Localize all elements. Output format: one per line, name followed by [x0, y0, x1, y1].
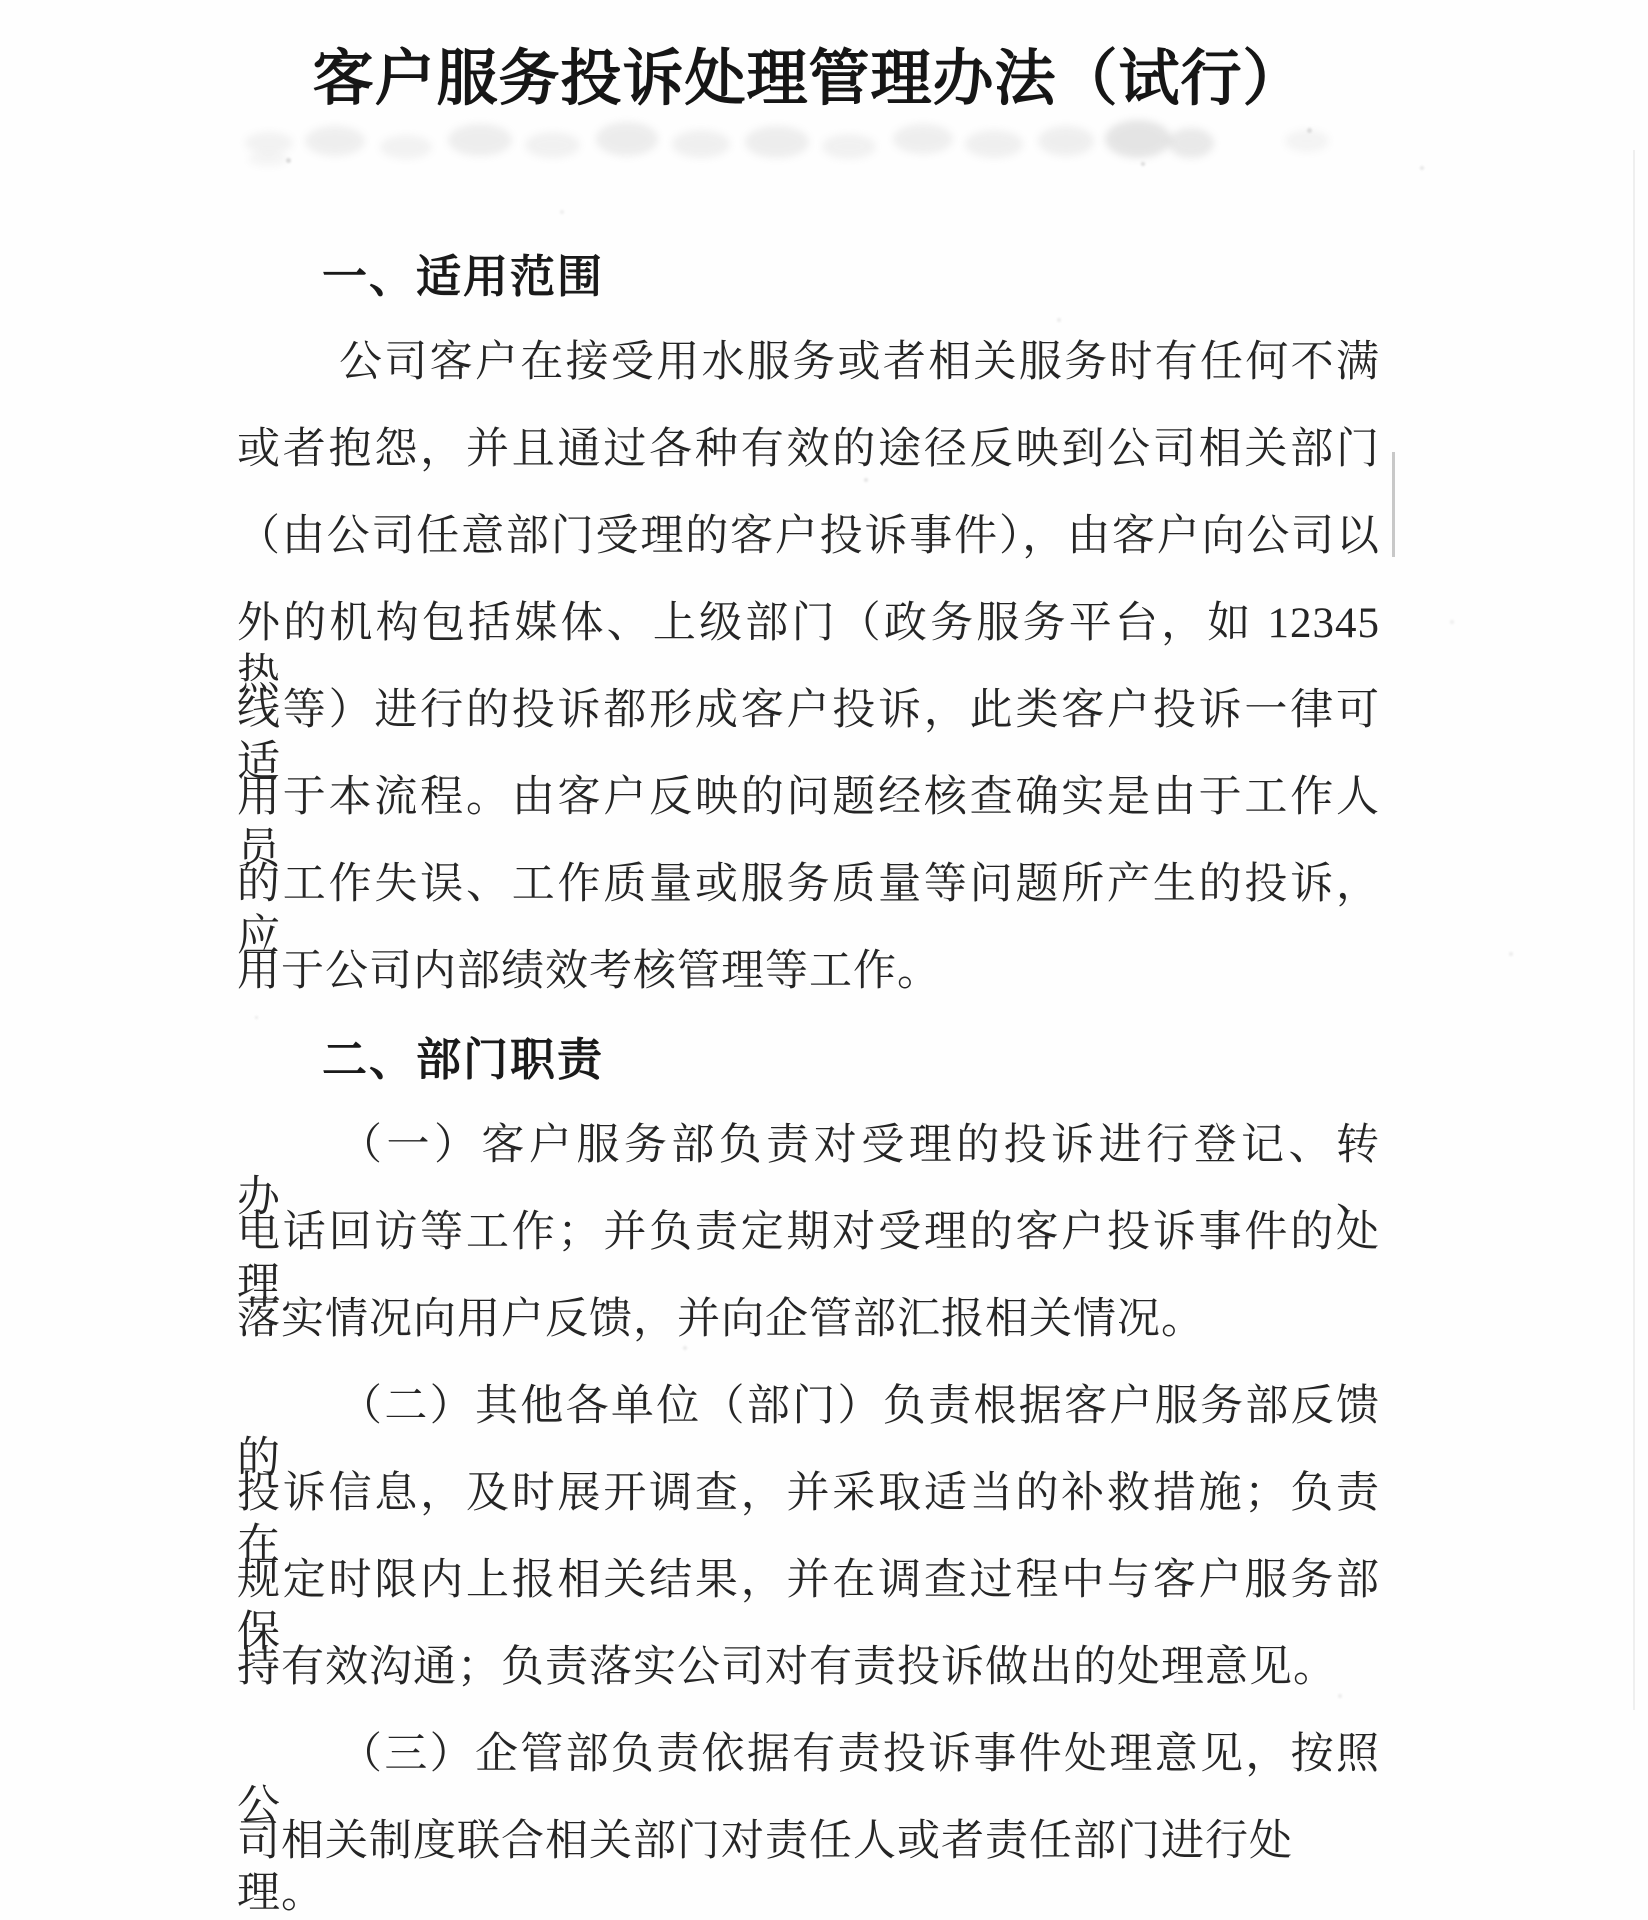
document-row: [237, 1294, 1380, 1381]
scan-smudge: [305, 126, 365, 156]
scan-speck: [255, 1016, 258, 1019]
document-line: 公司客户在接受用水服务或者相关服务时有任何不满: [339, 339, 1380, 386]
document-row: [237, 772, 1380, 873]
document-row: [237, 859, 1380, 960]
document-row: [237, 511, 1380, 598]
document-body: [237, 250, 1380, 1917]
document-row: [237, 1120, 1380, 1221]
document-line: 线等）进行的投诉都形成客户投诉，此类客户投诉一律可适: [237, 687, 1380, 786]
scan-smudge: [1105, 120, 1171, 158]
document-line: （二）其他各单位（部门）负责根据客户服务部反馈的: [237, 1383, 1380, 1482]
document-line: 的工作失误、工作质量或服务质量等问题所产生的投诉，应: [237, 861, 1380, 960]
section-heading: 二、部门职责: [322, 1034, 605, 1085]
document-row: [237, 1642, 1380, 1729]
scan-speck: [1420, 166, 1424, 170]
scan-smudge: [448, 124, 512, 156]
document-row: [237, 1033, 1380, 1120]
document-row: [237, 1555, 1380, 1656]
document-line: 规定时限内上报相关结果，并在调查过程中与客户服务部保: [237, 1557, 1380, 1656]
document-row: [237, 1729, 1380, 1830]
document-row: [237, 1468, 1380, 1569]
scan-speck: [1057, 318, 1061, 322]
scan-fold-line: [1392, 452, 1395, 557]
scan-smudge: [893, 124, 953, 154]
document-row: [237, 946, 1380, 1033]
scan-speck: [1509, 952, 1513, 956]
scan-speck: [560, 210, 564, 214]
document-line: 外的机构包括媒体、上级部门（政务服务平台，如 12345 热: [237, 600, 1380, 699]
scan-smudge: [965, 130, 1023, 158]
scan-smudge: [822, 134, 876, 159]
document-row: [237, 685, 1380, 786]
document-line: 司相关制度联合相关部门对责任人或者责任部门进行处理。: [237, 1818, 1293, 1917]
scan-speck: [864, 478, 868, 482]
scan-smudge: [380, 135, 432, 159]
document-row: [237, 250, 1380, 337]
document-line: （由公司任意部门受理的客户投诉事件），由客户向公司以: [237, 513, 1380, 560]
scan-smudge: [596, 122, 658, 156]
document-title: 客户服务投诉处理管理办法（试行）: [312, 46, 1305, 113]
scan-speck: [1307, 128, 1312, 133]
scan-smudge: [1285, 130, 1329, 152]
document-line: 用于公司内部绩效考核管理等工作。: [237, 948, 941, 995]
section-heading: 一、适用范围: [322, 251, 605, 302]
document-row: [237, 1381, 1380, 1482]
document-row: [237, 424, 1380, 511]
document-row: [237, 337, 1380, 424]
document-row: [237, 598, 1380, 699]
document-row: [237, 1207, 1380, 1308]
document-line: （一）客户服务部负责对受理的投诉进行登记、转办、: [237, 1122, 1380, 1221]
scan-smudge: [745, 126, 809, 158]
scan-smudge: [1038, 126, 1094, 156]
scan-speck: [1141, 162, 1145, 166]
scan-speck: [1338, 1694, 1342, 1698]
document-line: 落实情况向用户反馈，并向企管部汇报相关情况。: [237, 1296, 1205, 1343]
document-line: 或者抱怨，并且通过各种有效的途径反映到公司相关部门: [237, 426, 1380, 473]
scan-speck: [683, 1346, 687, 1350]
scan-smudge: [245, 132, 293, 154]
scan-speck: [1450, 620, 1454, 624]
scan-smudge: [672, 130, 730, 158]
document-line: 电话回访等工作；并负责定期对受理的客户投诉事件的处理: [237, 1209, 1380, 1308]
document-line: 用于本流程。由客户反映的问题经核查确实是由于工作人员: [237, 774, 1380, 873]
document-line: 投诉信息，及时展开调查，并采取适当的补救措施；负责在: [237, 1470, 1380, 1569]
document-line: （三）企管部负责依据有责投诉事件处理意见，按照公: [237, 1731, 1380, 1830]
document-line: 持有效沟通；负责落实公司对有责投诉做出的处理意见。: [237, 1644, 1337, 1691]
document-row: [237, 1816, 1380, 1917]
scan-smudge: [248, 152, 288, 166]
scan-speck: [286, 158, 291, 163]
scan-fold-line: [1633, 150, 1635, 1710]
scan-smudge: [525, 132, 580, 158]
scan-smudge: [1168, 128, 1214, 158]
